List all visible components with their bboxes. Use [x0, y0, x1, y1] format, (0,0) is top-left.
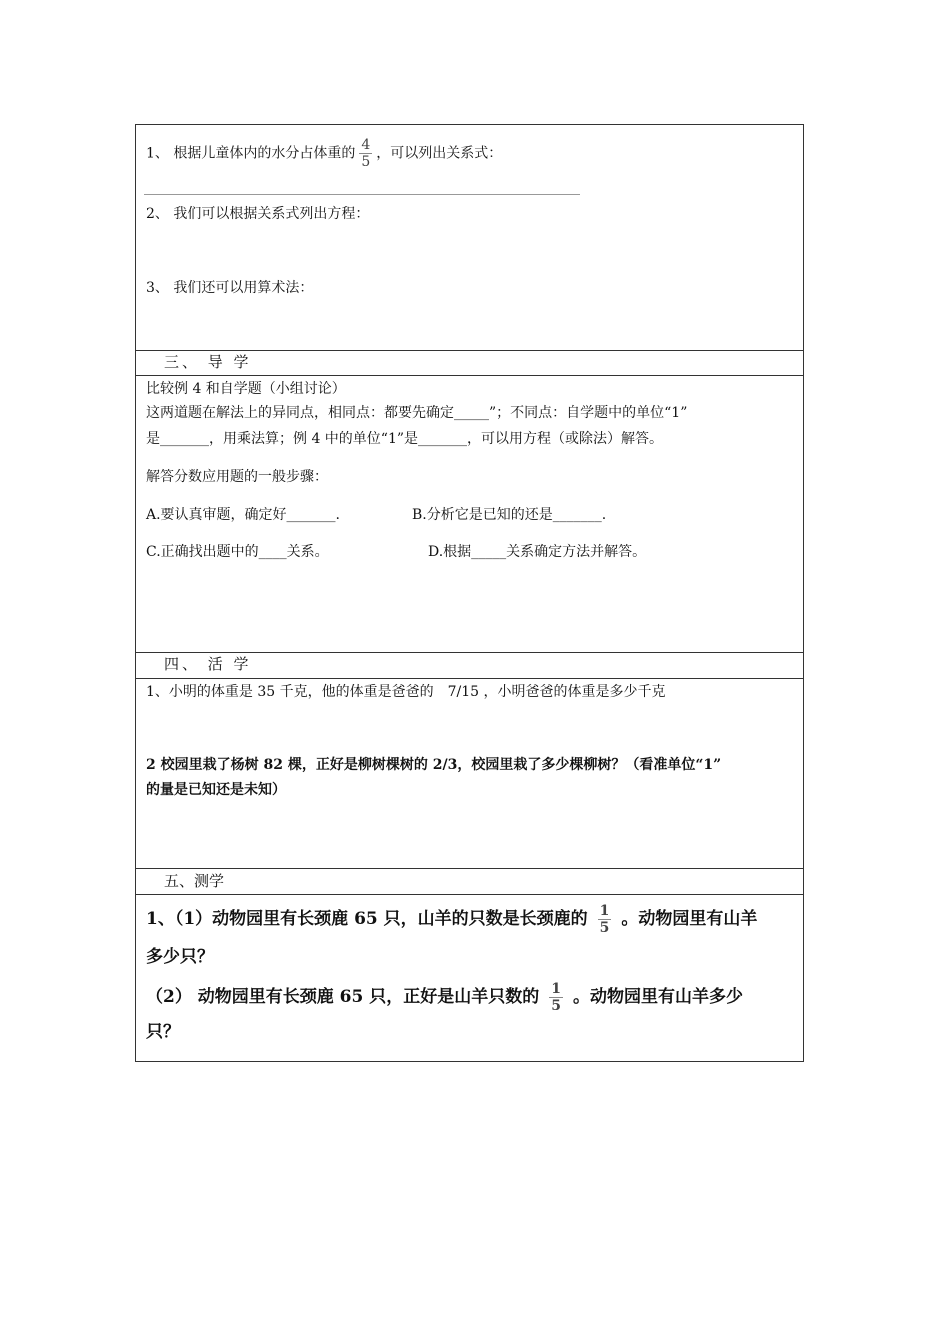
section-4-question-1: 1、小明的体重是 35 千克，他的体重是爸爸的 7/15 ，小明爸爸的体重是多少千克 [146, 684, 666, 700]
top-item-1-prefix: 1、 根据儿童体内的水分占体重的 [146, 145, 356, 162]
step-d: D.根据_____关系确定方法并解答。 [428, 544, 647, 560]
fraction-one-fifth [549, 981, 563, 1014]
problem-2-suffix: 。动物园里有山羊多少 [573, 987, 743, 1007]
section-5-problem-2 [146, 977, 743, 1017]
answer-line [144, 194, 580, 195]
divider [136, 894, 803, 895]
section-3-header: 三、 导 学 [164, 353, 252, 371]
divider [136, 652, 803, 653]
fraction-denominator: 5 [361, 154, 371, 170]
section-5-problem-1 [146, 899, 757, 939]
fraction-numerator: 1 [551, 981, 561, 997]
problem-1-suffix: 。动物园里有山羊 [621, 909, 758, 929]
top-item-3: 3、 我们还可以用算术法： [146, 280, 314, 296]
problem-2-prefix: （2） 动物园里有长颈鹿 65 只，正好是山羊只数的 [146, 987, 540, 1007]
step-b: B.分析它是已知的还是_______. [412, 507, 607, 523]
divider [136, 868, 803, 869]
problem-1-prefix: 1、（1）动物园里有长颈鹿 65 只，山羊的只数是长颈鹿的 [146, 909, 588, 929]
fraction-denominator: 5 [599, 920, 610, 936]
section-4-question-2-line-1: 2 校园里栽了杨树 82 棵，正好是柳树棵树的 2/3，校园里栽了多少棵柳树？（看准单位“1” [146, 757, 722, 773]
top-item-1-suffix: ，可以列出关系式： [376, 145, 503, 162]
section-3-line-2: 这两道题在解法上的异同点，相同点：都要先确定_____”；不同点：自学题中的单位“1” [146, 405, 688, 421]
section-3-line-3: 是_______，用乘法算；例 4 中的单位“1”是_______，可以用方程（或除法）解答。 [146, 431, 664, 447]
fraction-numerator: 4 [361, 137, 371, 153]
section-3-line-4: 解答分数应用题的一般步骤： [146, 469, 328, 485]
top-item-2: 2、 我们可以根据关系式列出方程： [146, 206, 370, 222]
step-c: C.正确找出题中的____关系。 [146, 544, 329, 560]
step-a: A.要认真审题，确定好_______. [146, 507, 341, 523]
worksheet-table [135, 124, 804, 1062]
fraction-four-fifths [359, 137, 372, 170]
section-4-question-2-line-2: 的量是已知还是未知） [146, 782, 286, 798]
fraction-numerator: 1 [599, 903, 610, 919]
fraction-denominator: 5 [551, 998, 561, 1014]
section-5-problem-2-line-2: 只？ [146, 1022, 180, 1042]
section-4-header: 四、 活 学 [164, 655, 252, 673]
top-item-1 [146, 137, 502, 170]
divider [136, 678, 803, 679]
divider [136, 375, 803, 376]
section-5-header: 五、测学 [164, 872, 225, 890]
section-5-problem-1-line-2: 多少只？ [146, 947, 214, 967]
section-3-line-1: 比较例 4 和自学题（小组讨论） [146, 381, 346, 397]
divider [136, 350, 803, 351]
fraction-one-fifth [598, 903, 612, 936]
